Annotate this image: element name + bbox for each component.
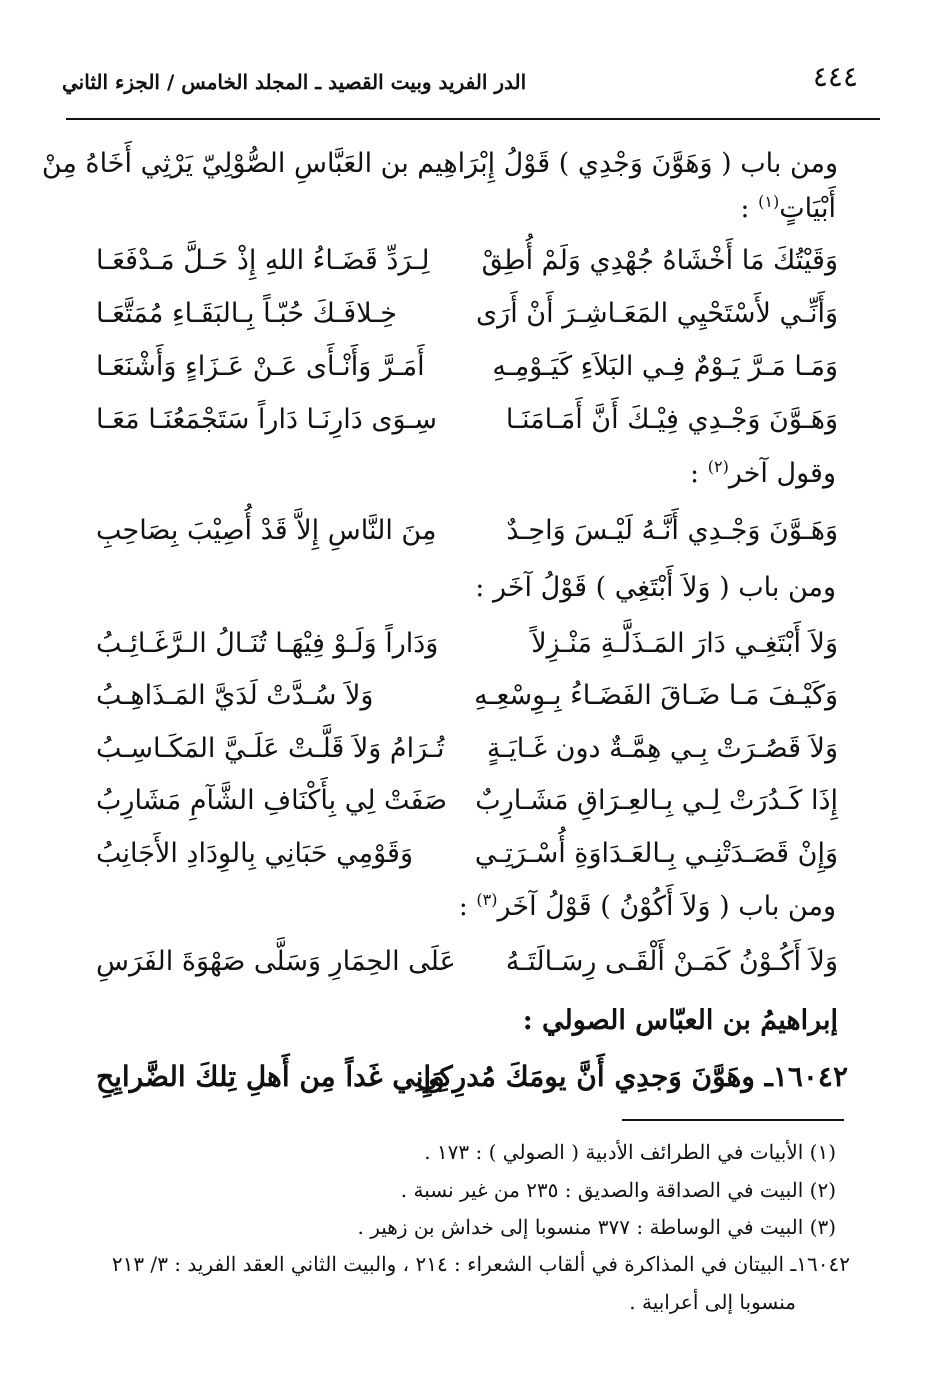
verse-second-hemistich: وَدَاراً وَلَـوْ فِيْهَـا تُنَـالُ الـرَّغَـائِـبُ <box>96 628 439 659</box>
section-intro-continuation <box>70 192 836 224</box>
verse-second-hemistich: وَقَوْمِي حَبَانِي بِالوِدَادِ الأَجَانِبُ <box>96 838 413 869</box>
intro-colon: : <box>740 193 759 224</box>
verse-line <box>96 404 838 454</box>
header-rule <box>66 118 880 120</box>
verse-line <box>96 515 838 565</box>
footnote-continuation: منسوبا إلى أعرابية . <box>629 1290 796 1314</box>
verse-line <box>96 680 838 730</box>
verse-line <box>96 351 838 401</box>
verse-first-hemistich: وَإِنْ قَصَـدَتْنِـي بِـالعَـدَاوَةِ أُسْـرَتِـي <box>474 838 838 869</box>
entry-verse <box>96 1060 848 1110</box>
verse-line <box>96 245 838 295</box>
verse-first-hemistich: وَهَـوَّنَ وَجْـدِي أَنَّـهُ لَيْـسَ وَاحِـدٌ <box>506 515 838 546</box>
intro-colon: : <box>690 458 708 489</box>
verse-first-hemistich: وَكَيْـفَ مَـا ضَـاقَ الفَضَـاءُ بِـوِسْعِـهِ <box>474 680 838 711</box>
verse-second-hemistich: صَفَتْ لِي بِأَكْنَافِ الشَّآمِ مَشَارِبُ <box>96 785 448 816</box>
verse-first-hemistich: وَأَنِّـي لأَسْتَحْيِي المَعَـاشِـرَ أَنْ أَرَى <box>476 298 838 329</box>
verse-line <box>96 298 838 348</box>
verse-first-hemistich: وَلاَ أَبْتَغِـي دَارَ المَـذَلَّـةِ مَنْـزِلاً <box>531 628 838 659</box>
footnote: ١٦٠٤٢ـ البيتان في المذاكرة في ألقاب الشعراء : ٢١٤ ، والبيت الثاني العقد الفريد : ٣/ ٢١٣ <box>111 1252 850 1276</box>
intro-colon: : <box>458 891 477 922</box>
entry-heading: إبراهيمُ بن العبّاس الصولي : <box>522 1005 838 1036</box>
verse-second-hemistich: مِنَ النَّاسِ إِلاَّ قَدْ أُصِيْبَ بِصَاحِبِ <box>96 515 437 546</box>
verse-first-hemistich: وَهَـوَّنَ وَجْـدِي فِيْـكَ أَنَّ أَمَـامَنَـا <box>505 404 838 435</box>
verse-second-hemistich: سِـوَى دَارِنَـا دَاراً سَتَجْمَعُنَـا مَعَـا <box>96 404 437 435</box>
verse-line <box>96 838 838 888</box>
verse-second-hemistich: وَلاَ سُـدَّتْ لَدَيَّ المَـذَاهِـبُ <box>96 680 374 711</box>
entry-first-hemistich: ١٦٠٤٢ـ وهَوَّنَ وَجدِي أَنَّ يومَكَ مُدرِكِي <box>416 1060 848 1093</box>
verse-line <box>96 628 838 678</box>
verse-second-hemistich: أَمَـرَّ وَأَنْـأَى عَـنْ عَـزَاءٍ وَأَشْنَعَـا <box>96 351 425 382</box>
footnote: (٣) البيت في الوساطة : ٣٧٧ منسوبا إلى خداش بن زهير . <box>357 1215 836 1239</box>
footnote: (٢) البيت في الصداقة والصديق : ٢٣٥ من غير نسبة . <box>400 1178 836 1202</box>
intro-text: وقول آخر <box>728 458 836 489</box>
verse-first-hemistich: وَلاَ قَصُـرَتْ بِـي هِمَّـةٌ دون غَـايَـةٍ <box>486 733 838 764</box>
verse-second-hemistich: تُـرَامُ وَلاَ قَلَّـتْ عَلَـيَّ المَكَـاسِـبُ <box>96 733 445 764</box>
footnote-marker: (١) <box>758 192 780 211</box>
verse-line <box>96 733 838 783</box>
verse-line <box>96 946 838 996</box>
section-intro <box>70 890 836 922</box>
footnote-marker: (٣) <box>476 890 498 909</box>
verse-second-hemistich: خِـلافَـكَ حُبّـاً بِـالبَقَـاءِ مُمَتَّعَـا <box>96 298 397 329</box>
verse-first-hemistich: وَقَيْتُكَ مَا أَخْشَاهُ جُهْدِي وَلَمْ أُطِقْ <box>481 245 838 276</box>
verse-second-hemistich: لِـرَدِّ قَضَـاءُ اللهِ إِذْ حَـلَّ مَـدْفَعَـا <box>96 245 430 276</box>
verse-first-hemistich: وَلاَ أَكُـوْنُ كَمَـنْ أَلْقَـى رِسَـالَتَـهُ <box>505 946 838 977</box>
section-intro <box>70 457 836 489</box>
footnote-rule <box>622 1119 844 1121</box>
section-intro: ومن باب ( وَهَوَّنَ وَجْدِي ) قَوْلُ إِبْرَاهِيم بن العَبَّاسِ الصُّوْلِيّ يَرْثِي أَخَاهُ مِنْ <box>41 148 838 179</box>
page-number: ٤٤٤ <box>812 60 858 93</box>
footnote: (١) الأبيات في الطرائف الأدبية ( الصولي ) : ١٧٣ . <box>424 1140 836 1164</box>
verse-first-hemistich: إِذَا كَـدُرَتْ لِـي بِـالعِـرَاقِ مَشَـارِبٌ <box>475 785 838 816</box>
verse-line <box>96 785 838 835</box>
verse-first-hemistich: وَمَـا مَـرَّ يَـوْمٌ فِـي البَلاَءِ كَيَـوْمِـهِ <box>492 351 838 382</box>
section-intro: ومن باب ( وَلاَ أَبْتَغِي ) قَوْلُ آخَر : <box>475 572 836 603</box>
running-head: الدر الفريد وبيت القصيد ـ المجلد الخامس / الجزء الثاني <box>62 70 527 94</box>
intro-text: ومن باب ( وَلاَ أَكُوْنُ ) قَوْلُ آخَر <box>497 891 836 922</box>
footnote-marker: (٢) <box>707 457 729 476</box>
verse-second-hemistich: عَلَى الحِمَارِ وَسَلَّى صَهْوَةَ الفَرَسِ <box>96 946 456 977</box>
intro-text: أَبْيَاتٍ <box>779 193 836 224</box>
entry-second-hemistich: وَإِنِي غَداً مِن أَهلِ تِلكَ الضَّرايِحِ <box>96 1060 445 1093</box>
